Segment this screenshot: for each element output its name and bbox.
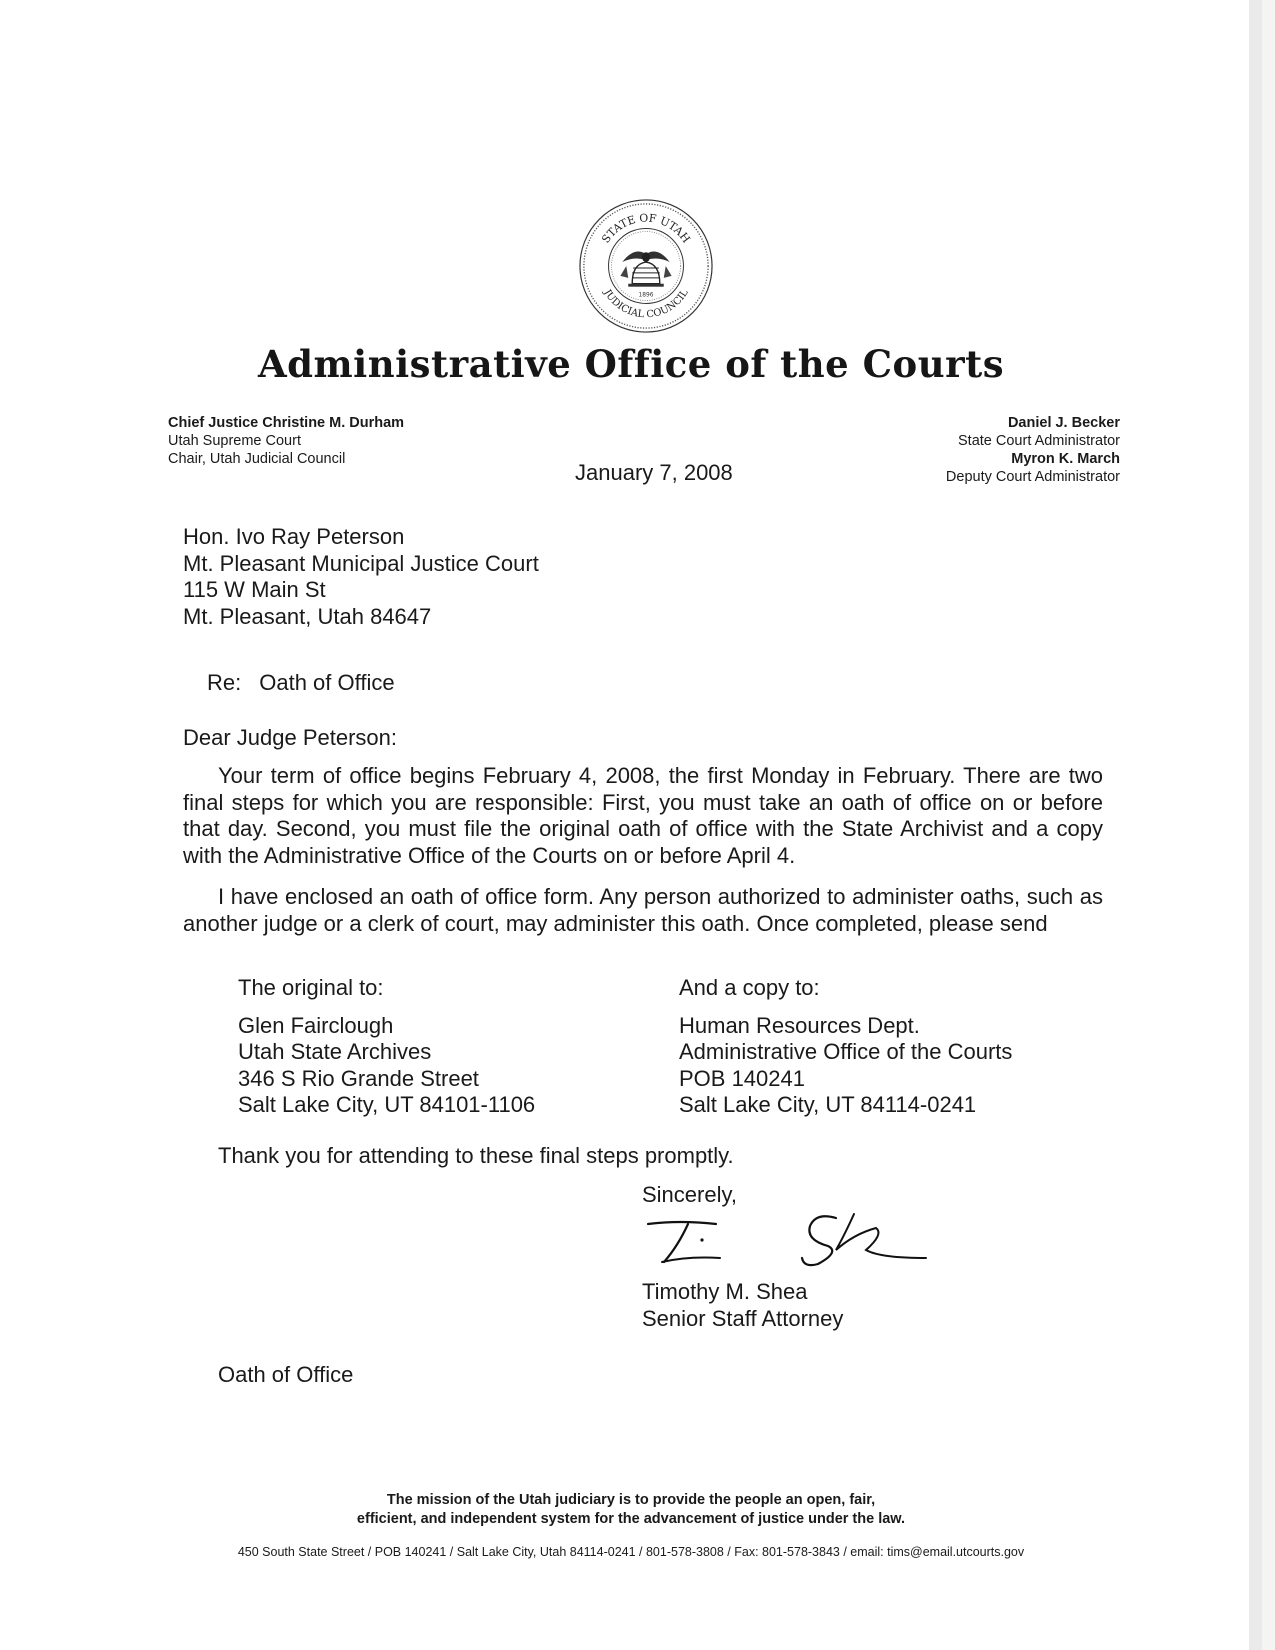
recipient-line: 115 W Main St [183,577,326,602]
mission-statement [0,1491,1262,1529]
body-paragraph: I have enclosed an oath of office form. Any person authorized to administer oaths, such as another judge or a clerk of court, may administer this oath. Once completed, please send [183,884,1103,936]
seal-top-text: STATE OF UTAH [599,211,693,246]
original-line: 346 S Rio Grande Street [238,1065,479,1091]
page-edge-shadow [1249,0,1262,1650]
body-paragraph: Your term of office begins February 4, 2008, the first Monday in February. There are two final steps for which you are responsible: First, you must take an oath of office on or before that day. Second, you must file the original oath of office with the State Archivist and a copy with the Administrative Office of the Courts on or before April 4. [183,763,1103,868]
right-officers [946,414,1120,486]
handwritten-signature [640,1210,940,1270]
seal-year: 1896 [638,292,654,299]
enclosure-note: Oath of Office [218,1362,354,1387]
mission-line: The mission of the Utah judiciary is to provide the people an open, fair, [386,1492,876,1508]
signer-title: Senior Staff Attorney [642,1305,844,1331]
original-line: Salt Lake City, UT 84101-1106 [238,1092,536,1117]
recipient-line: Mt. Pleasant Municipal Justice Court [183,550,539,576]
subject-label: Re: [207,670,242,695]
signer-name: Timothy M. Shea [642,1279,808,1304]
copy-line: Human Resources Dept. [679,1012,920,1038]
chief-justice-name: Chief Justice Christine M. Durham [168,415,405,431]
subject-line [207,670,395,697]
recipient-address [183,524,539,630]
deputy-administrator-name: Myron K. March [1011,451,1120,467]
original-label: The original to: [238,975,384,1000]
contact-footer: 450 South State Street / POB 140241 / Salt Lake City, Utah 84114-0241 / 801-578-3808 / Fax: 801-578-3843 / email: tims@email.utcourts.gov [237,1545,1025,1559]
administrator-name: Daniel J. Becker [1007,415,1120,431]
signer-block [642,1279,843,1332]
mission-line: efficient, and independent system for the advancement of justice under the law. [356,1511,906,1527]
chief-justice-line1: Utah Supreme Court [168,433,301,449]
original-line: Utah State Archives [238,1039,432,1064]
deputy-administrator-title: Deputy Court Administrator [945,469,1120,485]
recipient-line: Mt. Pleasant, Utah 84647 [183,603,432,629]
subject-text: Oath of Office [259,670,395,695]
closing: Sincerely, [642,1182,737,1207]
salutation: Dear Judge Peterson: [183,725,398,750]
original-recipient [238,975,535,1119]
chief-justice-line2: Chair, Utah Judicial Council [168,451,346,467]
copy-line: Administrative Office of the Courts [679,1039,1013,1064]
copy-line: Salt Lake City, UT 84114-0241 [679,1092,977,1117]
seal-bottom-text: JUDICIAL COUNCIL [601,287,691,321]
recipient-line: Hon. Ivo Ray Peterson [183,524,405,549]
seal-emblem [620,252,671,287]
left-officers [168,414,404,468]
administrator-title: State Court Administrator [958,433,1120,449]
copy-label: And a copy to: [679,975,820,1000]
letter-date: January 7, 2008 [575,460,733,485]
original-line: Glen Fairclough [238,1012,394,1038]
copy-line: POB 140241 [679,1065,805,1091]
judicial-council-seal [577,197,715,335]
thank-you-line: Thank you for attending to these final steps promptly. [218,1143,734,1168]
letterhead-title: Administrative Office of the Courts [257,342,1005,386]
copy-recipient [679,975,1012,1119]
